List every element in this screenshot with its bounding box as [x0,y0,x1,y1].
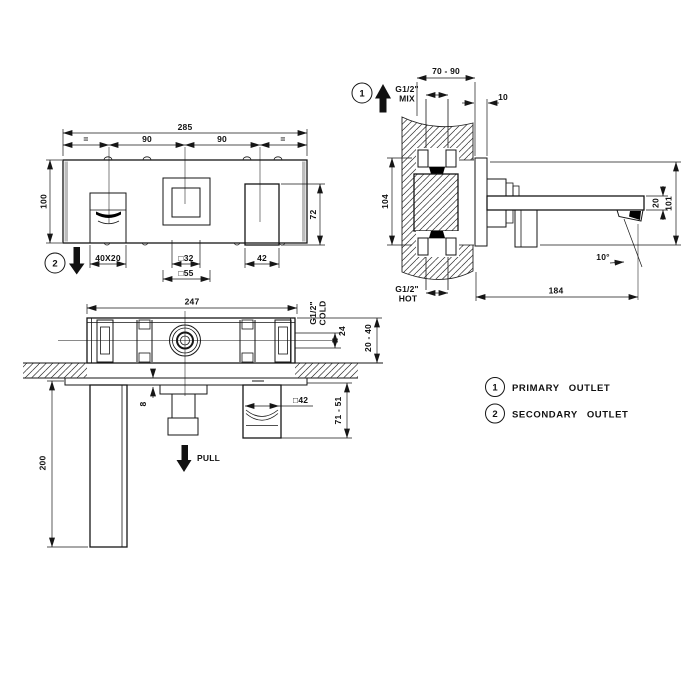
cold-label: COLD [317,300,328,326]
dim-height: 100 [38,194,49,209]
dim-spacing-2: 90 [217,134,227,144]
dim-handle-square: □42 [293,395,309,405]
dim-cartridge-square: □32 [178,253,194,263]
plate-edge-shading-left [65,162,69,242]
callout-1-number: 1 [359,88,365,100]
dim-wall-thickness: 70 - 90 [432,66,460,76]
callout-2-number: 2 [52,258,58,270]
legend-label-secondary-outlet: SECONDARY OUTLET [512,409,629,421]
dim-spout-reach: 184 [548,285,564,296]
dim-plate-height: 101 [663,196,674,211]
dim-plate-thickness: 8 [138,401,148,407]
legend-number-2: 2 [492,409,498,420]
legend-number-1: 1 [492,382,498,394]
hot-thread: G1/2" [395,284,419,294]
dim-plate-offset: 10 [498,92,508,102]
dim-depth-range: 20 - 40 [363,324,373,352]
dim-handle-projection: 71 - 51 [333,396,343,425]
dim-plate-square: □55 [178,268,194,278]
pull-label: PULL [197,453,220,463]
hot-label: HOT [398,293,418,304]
dim-handle-width: 42 [257,253,267,263]
dim-body-height: 104 [380,194,390,209]
dim-spacing-1: 90 [142,134,152,144]
dim-overall-width: 285 [177,122,193,132]
dim-spout-opening: 40X20 [95,253,121,263]
wall-recess [458,160,474,245]
dim-body-width: 247 [184,296,200,307]
dim-equal-right: = [280,134,286,144]
dim-spout-projection: 200 [37,455,48,471]
dim-cold-offset: 24 [337,326,347,336]
dim-equal-left: = [83,134,89,144]
mix-thread: G1/2" [395,84,419,94]
dim-handle-height: 72 [308,209,318,220]
plate-edge-shading-right [302,162,306,242]
dim-spout-thickness: 20 [650,198,661,208]
mix-label: MIX [399,93,415,104]
dim-stream-angle: 10° [596,252,610,262]
legend-label-primary-outlet: PRIMARY OUTLET [512,383,611,394]
cold-thread: G1/2" [308,301,318,325]
